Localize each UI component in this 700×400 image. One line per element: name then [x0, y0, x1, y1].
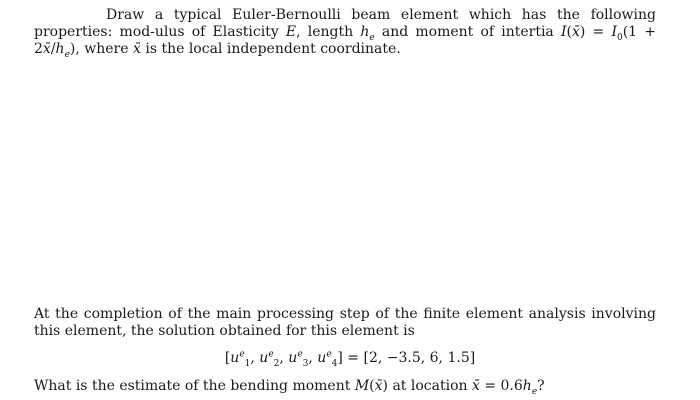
symbol-xbar: x̄: [42, 41, 51, 57]
text-segment: ?: [537, 378, 545, 394]
subscript-1: 1: [244, 358, 251, 369]
subscript-4: 4: [331, 358, 338, 369]
blank-drawing-area: [0, 60, 700, 300]
superscript-e: e: [268, 349, 274, 360]
subscript-e: e: [531, 386, 538, 397]
close-bracket: ]: [337, 350, 343, 366]
text-segment: = 0.6: [479, 378, 523, 394]
symbol-h: h: [522, 378, 532, 394]
text-segment: is the local independent coordinate.: [140, 41, 401, 57]
symbol-xbar: x̄: [132, 41, 141, 57]
symbol-u: u: [230, 350, 240, 366]
problem-paragraph-2: At the completion of the main processing step of the finite element analysis involving this element, the solution obtained for this element is: [34, 306, 656, 339]
symbol-xbar: x̄: [571, 24, 580, 40]
symbol-u: u: [288, 350, 298, 366]
subscript-2: 2: [273, 358, 280, 369]
subscript-e: e: [369, 32, 375, 43]
subscript-3: 3: [302, 358, 309, 369]
open-bracket: [: [224, 350, 231, 366]
text-segment: at location: [388, 378, 472, 394]
comma: ,: [279, 350, 284, 366]
equals-sign: =: [347, 350, 360, 366]
superscript-e: e: [297, 349, 303, 360]
text-segment: , length: [296, 24, 361, 40]
text-segment: =: [585, 24, 612, 40]
comma: ,: [308, 350, 313, 366]
symbol-h: h: [55, 41, 65, 57]
symbol-I: I: [560, 24, 567, 40]
symbol-xbar: x̄: [471, 378, 480, 394]
subscript-zero: 0: [616, 32, 623, 43]
symbol-M: M: [354, 378, 370, 394]
symbol-xbar: x̄: [374, 378, 383, 394]
symbol-u: u: [259, 350, 269, 366]
question-line: What is the estimate of the bending moment M(x̄) at location x̄ = $0.6h_e$?: [34, 378, 545, 397]
solution-values: [2, −3.5, 6, 1.5]: [363, 350, 476, 366]
problem-paragraph-1: Draw a typical Euler-Bernoulli beam element which has the following properties: mod-ulus of Elasticity E, length $h_e$ and moment of intertia I(x̄) = $I_0(1$ + $2x̄/h_e$), where x̄ is the local independent coordinate.: [34, 7, 656, 60]
text-segment: (1 + 2: [34, 24, 656, 57]
symbol-u: u: [317, 350, 327, 366]
symbol-E: E: [285, 24, 297, 40]
symbol-I0: I: [611, 24, 617, 40]
superscript-e: e: [326, 349, 332, 360]
text-segment: What is the estimate of the bending moment: [34, 378, 355, 394]
superscript-e: e: [239, 349, 245, 360]
text-segment: ), where: [69, 41, 133, 57]
text-segment: /: [50, 41, 56, 57]
subscript-e: e: [64, 49, 70, 60]
text-segment: Draw a typical Euler-Bernoulli beam element which has the following properties: mod-ulus of Elasticity: [34, 7, 656, 40]
comma: ,: [250, 350, 255, 366]
solution-equation: [0, 349, 700, 369]
text-segment: and moment of intertia: [374, 24, 561, 40]
symbol-h: h: [360, 24, 370, 40]
